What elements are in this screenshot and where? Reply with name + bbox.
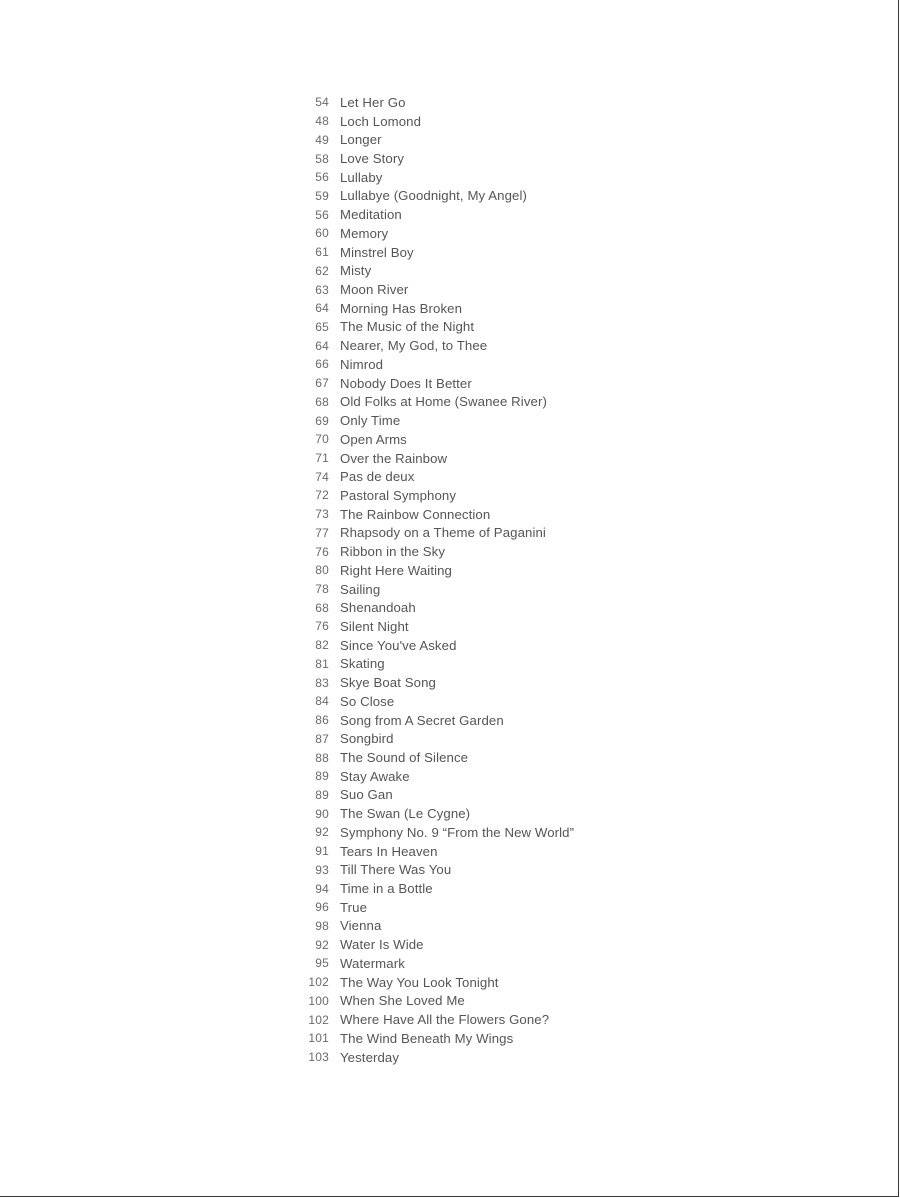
toc-entry	[300, 336, 574, 355]
toc-entry	[300, 729, 574, 748]
toc-song-title: So Close	[340, 693, 395, 709]
toc-song-title: The Music of the Night	[340, 319, 475, 335]
toc-page-number: 69	[315, 413, 329, 428]
toc-song-title: Shenandoah	[340, 600, 416, 616]
toc-page-number: 102	[308, 975, 329, 990]
toc-page-number: 67	[315, 376, 329, 391]
toc-entry	[300, 1048, 574, 1067]
toc-page-number: 76	[315, 619, 329, 634]
toc-page-number: 100	[308, 993, 329, 1008]
toc-song-title: Silent Night	[340, 618, 409, 634]
toc-entry	[300, 411, 574, 430]
toc-page-number: 90	[315, 806, 329, 821]
toc-entry	[300, 711, 574, 730]
toc-entry	[300, 486, 574, 505]
toc-page-number: 92	[315, 825, 329, 840]
toc-song-title: Symphony No. 9 “From the New World”	[340, 824, 575, 840]
toc-page-number: 103	[308, 1050, 329, 1065]
toc-page-number: 65	[315, 319, 329, 334]
toc-page-number: 95	[315, 956, 329, 971]
toc-entry	[300, 973, 574, 992]
toc-page-number: 87	[315, 731, 329, 746]
toc-entry	[300, 449, 574, 468]
toc-entry	[300, 355, 574, 374]
toc-song-title: Morning Has Broken	[340, 300, 463, 316]
toc-entry	[300, 617, 574, 636]
toc-song-title: Meditation	[340, 207, 402, 223]
toc-page-number: 82	[315, 638, 329, 653]
toc-page-number: 94	[315, 881, 329, 896]
toc-song-title: Sailing	[340, 581, 381, 597]
toc-entry	[300, 748, 574, 767]
toc-song-title: When She Loved Me	[340, 993, 465, 1009]
toc-entry	[300, 280, 574, 299]
toc-entry	[300, 935, 574, 954]
toc-entry	[300, 112, 574, 131]
toc-page-number: 70	[315, 432, 329, 447]
toc-entry	[300, 917, 574, 936]
toc-entry	[300, 804, 574, 823]
toc-song-title: Memory	[340, 225, 389, 241]
toc-page-number: 77	[315, 525, 329, 540]
toc-song-title: Pas de deux	[340, 469, 415, 485]
toc-entry	[300, 1029, 574, 1048]
toc-song-title: Skye Boat Song	[340, 675, 436, 691]
toc-entry	[300, 542, 574, 561]
toc-entry	[300, 860, 574, 879]
toc-entry	[300, 879, 574, 898]
toc-page-number: 102	[308, 1012, 329, 1027]
toc-song-title: The Sound of Silence	[340, 750, 469, 766]
toc-page-number: 64	[315, 338, 329, 353]
toc-entry	[300, 430, 574, 449]
toc-song-title: Lullabye (Goodnight, My Angel)	[340, 188, 527, 204]
toc-page-number: 83	[315, 675, 329, 690]
toc-song-title: Misty	[340, 263, 372, 279]
toc-page-number: 76	[315, 544, 329, 559]
toc-song-title: Water Is Wide	[340, 937, 424, 953]
toc-page-number: 68	[315, 600, 329, 615]
toc-song-title: Rhapsody on a Theme of Paganini	[340, 525, 546, 541]
toc-entry	[300, 561, 574, 580]
toc-song-title: Let Her Go	[340, 94, 406, 110]
toc-page-number: 86	[315, 713, 329, 728]
toc-song-title: Nearer, My God, to Thee	[340, 338, 488, 354]
toc-page-number: 78	[315, 582, 329, 597]
toc-song-title: Lullaby	[340, 169, 383, 185]
toc-song-title: Stay Awake	[340, 768, 410, 784]
toc-entry	[300, 636, 574, 655]
toc-entry	[300, 767, 574, 786]
toc-song-title: Open Arms	[340, 431, 407, 447]
toc-page-number: 89	[315, 769, 329, 784]
toc-song-title: Old Folks at Home (Swanee River)	[340, 394, 547, 410]
toc-entry	[300, 823, 574, 842]
toc-song-title: The Rainbow Connection	[340, 506, 491, 522]
toc-page-number: 60	[315, 226, 329, 241]
toc-song-title: Time in a Bottle	[340, 881, 433, 897]
toc-entry	[300, 1010, 574, 1029]
toc-song-title: The Swan (Le Cygne)	[340, 806, 471, 822]
toc-entry	[300, 655, 574, 674]
toc-song-title: Yesterday	[340, 1049, 400, 1065]
toc-song-title: Tears In Heaven	[340, 843, 438, 859]
toc-entry	[300, 992, 574, 1011]
toc-entry	[300, 130, 574, 149]
toc-entry	[300, 93, 574, 112]
toc-song-title: Over the Rainbow	[340, 450, 448, 466]
toc-entry	[300, 673, 574, 692]
toc-page-number: 64	[315, 301, 329, 316]
toc-entry	[300, 393, 574, 412]
toc-entry	[300, 954, 574, 973]
toc-song-title: Vienna	[340, 918, 382, 934]
toc-song-title: Nimrod	[340, 356, 384, 372]
toc-entry	[300, 299, 574, 318]
table-of-contents	[300, 93, 574, 1066]
toc-song-title: The Wind Beneath My Wings	[340, 1030, 514, 1046]
toc-entry	[300, 467, 574, 486]
toc-song-title: Ribbon in the Sky	[340, 544, 446, 560]
toc-song-title: Pastoral Symphony	[340, 487, 457, 503]
toc-page-number: 72	[315, 488, 329, 503]
toc-song-title: Till There Was You	[340, 862, 452, 878]
toc-song-title: Watermark	[340, 955, 405, 971]
toc-page-number: 80	[315, 563, 329, 578]
toc-song-title: Nobody Does It Better	[340, 375, 472, 391]
toc-page-number: 66	[315, 357, 329, 372]
toc-song-title: Minstrel Boy	[340, 244, 414, 260]
toc-page-number: 89	[315, 787, 329, 802]
toc-song-title: Loch Lomond	[340, 113, 422, 129]
toc-page-number: 49	[315, 132, 329, 147]
toc-entry	[300, 205, 574, 224]
toc-entry	[300, 243, 574, 262]
toc-entry	[300, 187, 574, 206]
toc-entry	[300, 580, 574, 599]
toc-page-number: 81	[315, 656, 329, 671]
toc-entry	[300, 261, 574, 280]
toc-page-number: 88	[315, 750, 329, 765]
toc-page-number: 92	[315, 937, 329, 952]
toc-entry	[300, 524, 574, 543]
toc-entry	[300, 318, 574, 337]
toc-song-title: Where Have All the Flowers Gone?	[340, 1012, 550, 1028]
toc-page-number: 59	[315, 188, 329, 203]
toc-song-title: Right Here Waiting	[340, 562, 452, 578]
toc-page-number: 58	[315, 151, 329, 166]
toc-entry	[300, 374, 574, 393]
toc-entry	[300, 505, 574, 524]
toc-song-title: Moon River	[340, 282, 409, 298]
toc-page-number: 62	[315, 263, 329, 278]
toc-entry	[300, 149, 574, 168]
toc-page-number: 61	[315, 245, 329, 260]
toc-page-number: 93	[315, 862, 329, 877]
toc-page-number: 54	[315, 95, 329, 110]
toc-page-number: 63	[315, 282, 329, 297]
toc-song-title: Since You've Asked	[340, 637, 457, 653]
toc-page-number: 73	[315, 507, 329, 522]
toc-page-number: 48	[315, 114, 329, 129]
toc-page-number: 91	[315, 844, 329, 859]
toc-song-title: Song from A Secret Garden	[340, 712, 504, 728]
toc-song-title: Only Time	[340, 413, 401, 429]
toc-song-title: Suo Gan	[340, 787, 393, 803]
toc-song-title: Love Story	[340, 151, 405, 167]
toc-page-number: 71	[315, 451, 329, 466]
toc-page-number: 56	[315, 170, 329, 185]
toc-entry	[300, 168, 574, 187]
toc-entry	[300, 786, 574, 805]
toc-page-number: 56	[315, 207, 329, 222]
toc-page-number: 74	[315, 469, 329, 484]
toc-entry	[300, 598, 574, 617]
toc-song-title: Longer	[340, 132, 382, 148]
toc-entry	[300, 692, 574, 711]
toc-page-number: 96	[315, 900, 329, 915]
toc-entry	[300, 842, 574, 861]
toc-song-title: Songbird	[340, 731, 394, 747]
toc-page-number: 98	[315, 918, 329, 933]
toc-page-number: 101	[308, 1031, 329, 1046]
toc-song-title: Skating	[340, 656, 385, 672]
toc-song-title: True	[340, 899, 368, 915]
toc-song-title: The Way You Look Tonight	[340, 974, 499, 990]
toc-page-number: 68	[315, 394, 329, 409]
toc-entry	[300, 224, 574, 243]
toc-entry	[300, 898, 574, 917]
toc-page-number: 84	[315, 694, 329, 709]
